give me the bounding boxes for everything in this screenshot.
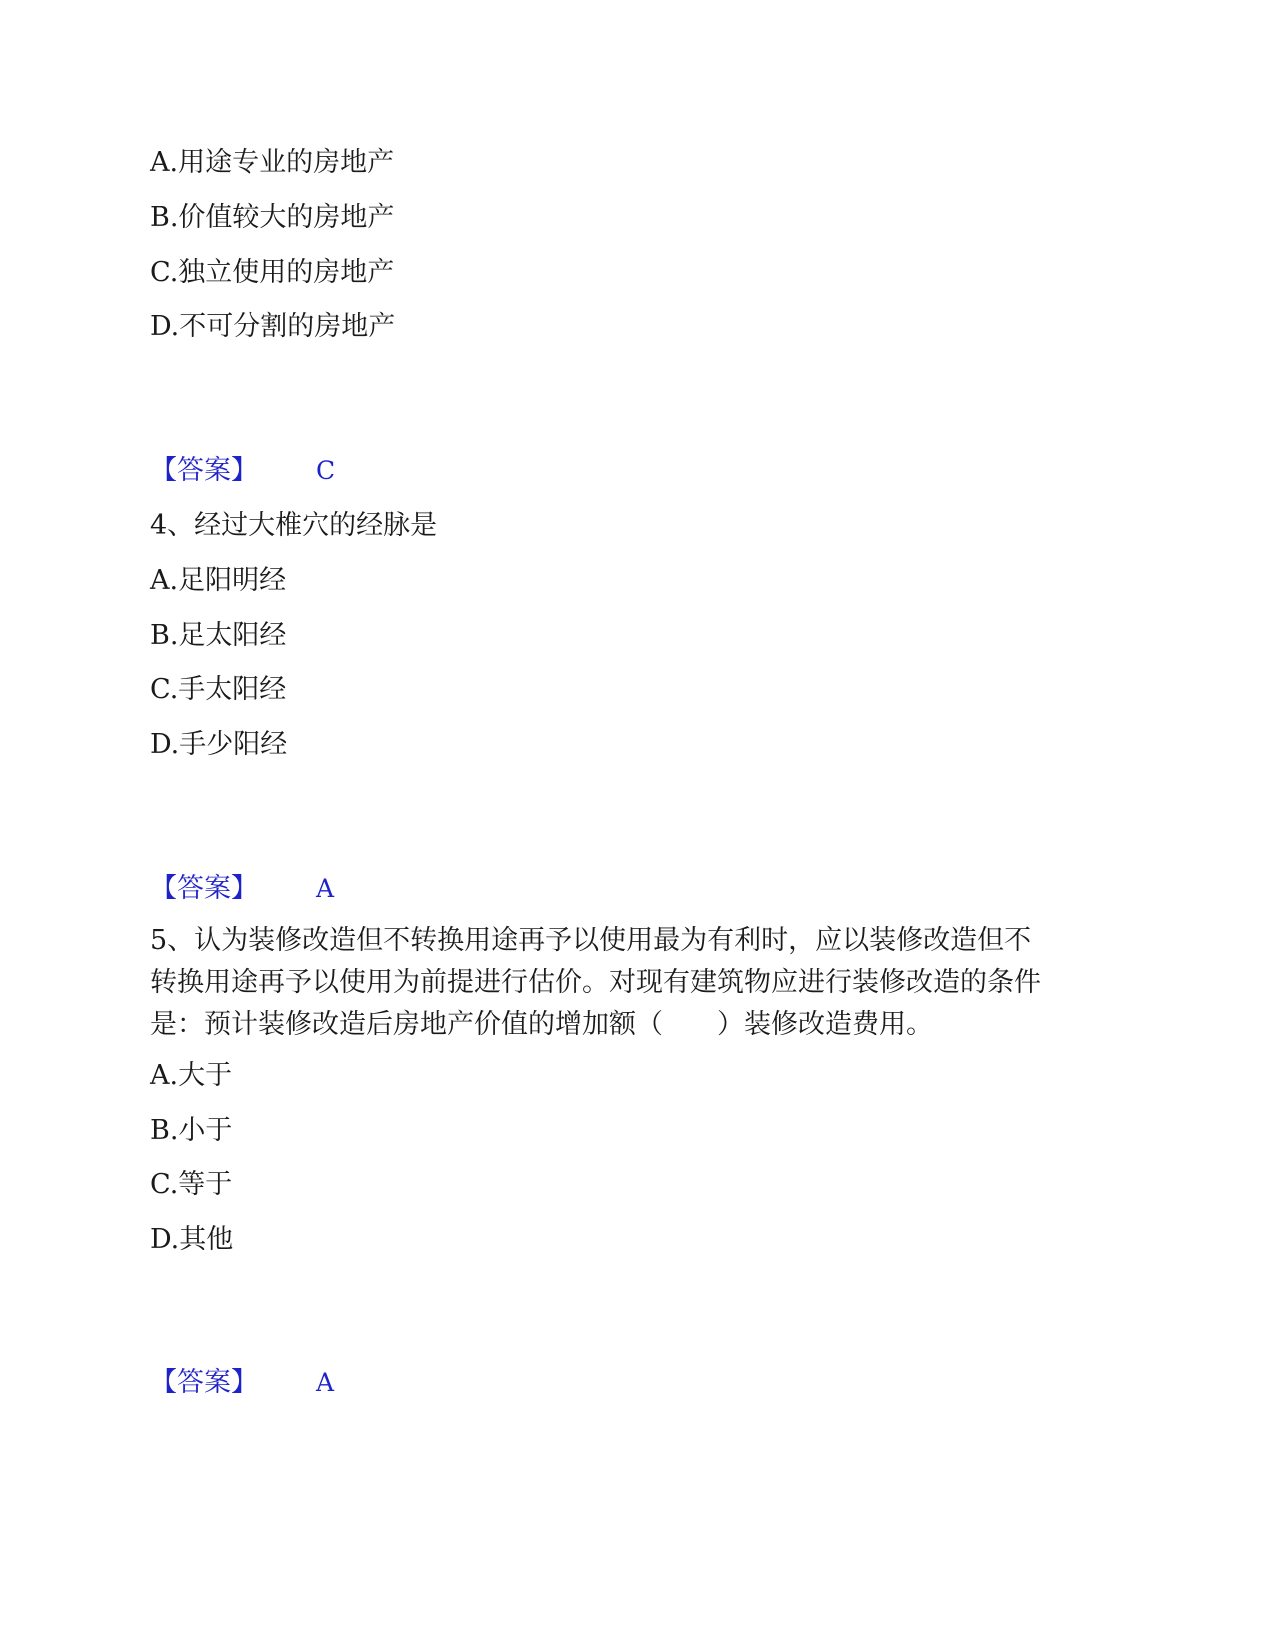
q5-answer [150,1366,334,1400]
q5-answer-key: A [316,1368,335,1397]
q4-option-b: B.足太阳经 [150,620,287,651]
q3-option-c: C.独立使用的房地产 [150,257,395,288]
q4-option-a: A.足阳明经 [150,565,287,596]
q4-option-c: C.手太阳经 [150,674,287,705]
q4-option-d: D.手少阳经 [150,729,288,760]
q4-question: 4、经过大椎穴的经脉是 [150,510,438,541]
q3-answer [150,454,335,488]
q3-answer-key: C [316,456,336,485]
q5-question-line-1: 5、认为装修改造但不转换用途再予以使用最为有利时，应以装修改造但不 [150,925,1032,956]
q3-option-b: B.价值较大的房地产 [150,202,395,233]
q5-question-line-3: 是：预计装修改造后房地产价值的增加额（ ）装修改造费用。 [150,1009,933,1040]
q3-answer-label: 【答案】 [150,455,258,486]
q4-answer [150,872,334,906]
q5-question [150,920,1130,1046]
q5-option-d: D.其他 [150,1224,234,1255]
q3-option-d: D.不可分割的房地产 [150,311,396,342]
q5-question-line-2: 转换用途再予以使用为前提进行估价。对现有建筑物应进行装修改造的条件 [150,967,1041,998]
q5-option-b: B.小于 [150,1115,233,1146]
q5-answer-label: 【答案】 [150,1367,258,1398]
q3-option-a: A.用途专业的房地产 [150,147,395,178]
q5-option-c: C.等于 [150,1169,233,1200]
q4-answer-key: A [316,874,335,903]
q5-option-a: A.大于 [150,1060,233,1091]
q4-answer-label: 【答案】 [150,873,258,904]
